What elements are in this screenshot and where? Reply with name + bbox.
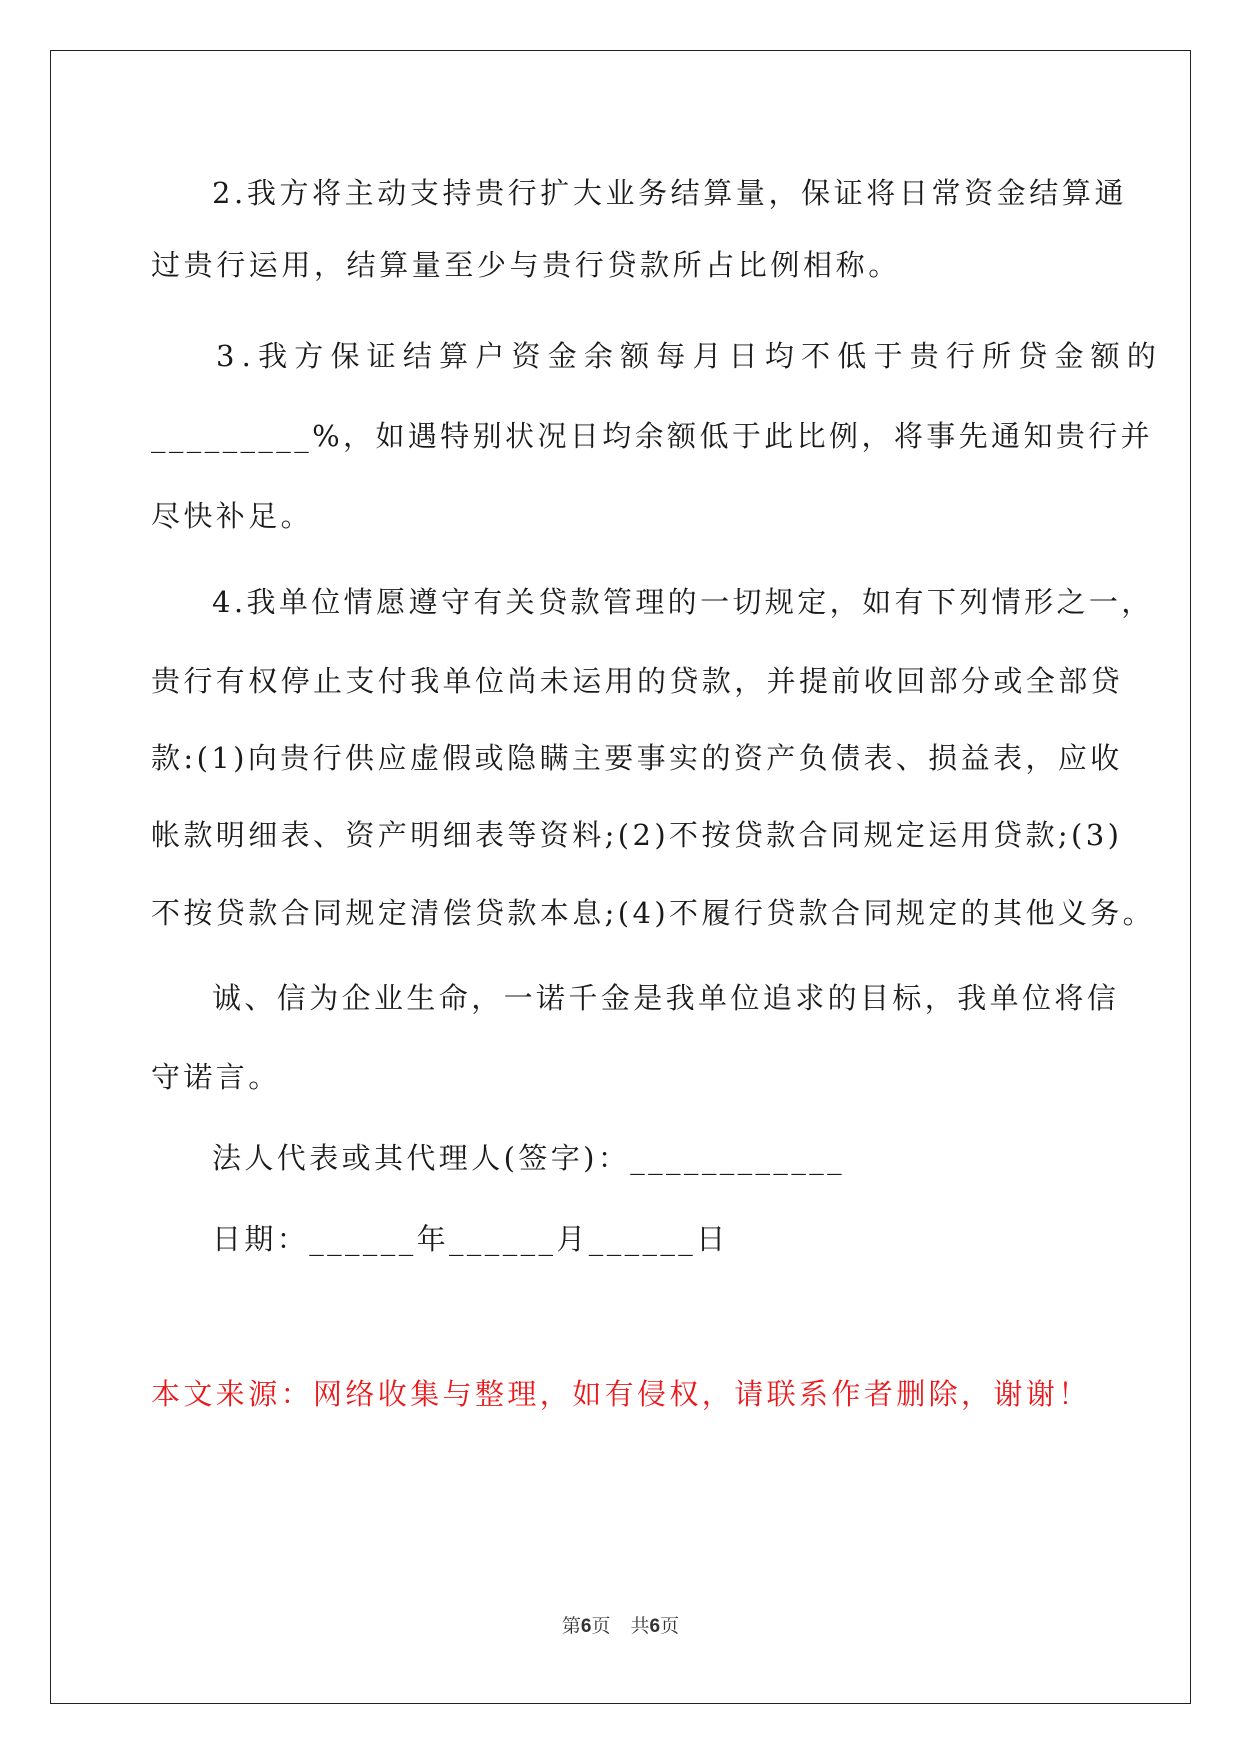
paragraph-3-line-3: 尽快补足。 [151, 499, 314, 533]
total-prefix: 共 [630, 1615, 650, 1637]
total-suffix: 页 [660, 1615, 680, 1637]
paragraph-4-line-1: 4.我单位情愿遵守有关贷款管理的一切规定，如有下列情形之一， [212, 585, 1154, 619]
page-prefix: 第 [561, 1615, 581, 1637]
paragraph-4-line-5: 不按贷款合同规定清偿贷款本息;(4)不履行贷款合同规定的其他义务。 [151, 896, 1156, 930]
total-pages: 6 [649, 1616, 661, 1637]
date-line: 日期：______年______月______日 [212, 1222, 729, 1256]
paragraph-2-line-2: 过贵行运用，结算量至少与贵行贷款所占比例相称。 [151, 248, 901, 282]
page-footer [0, 1614, 1241, 1639]
page-suffix: 页 [591, 1615, 611, 1637]
paragraph-5-line-1: 诚、信为企业生命，一诺千金是我单位追求的目标，我单位将信 [212, 981, 1120, 1015]
page-frame [50, 50, 1191, 1704]
paragraph-4-line-3: 款:(1)向贵行供应虚假或隐瞒主要事实的资产负债表、损益表，应收 [151, 741, 1123, 775]
paragraph-2-line-1: 2.我方将主动支持贵行扩大业务结算量，保证将日常资金结算通 [212, 176, 1128, 210]
paragraph-3-line-2: _________%，如遇特别状况日均余额低于此比例，将事先通知贵行并 [151, 419, 1154, 453]
source-note: 本文来源：网络收集与整理，如有侵权，请联系作者删除，谢谢！ [151, 1377, 1091, 1411]
page-number: 6 [580, 1616, 592, 1637]
paragraph-4-line-4: 帐款明细表、资产明细表等资料;(2)不按贷款合同规定运用贷款;(3) [151, 818, 1123, 852]
signature-line: 法人代表或其代理人(签字)：____________ [212, 1141, 846, 1175]
paragraph-5-line-2: 守诺言。 [151, 1060, 281, 1094]
paragraph-4-line-2: 贵行有权停止支付我单位尚未运用的贷款，并提前收回部分或全部贷 [151, 664, 1124, 698]
paragraph-3-line-1: 3.我方保证结算户资金余额每月日均不低于贵行所贷金额的 [216, 339, 1164, 373]
